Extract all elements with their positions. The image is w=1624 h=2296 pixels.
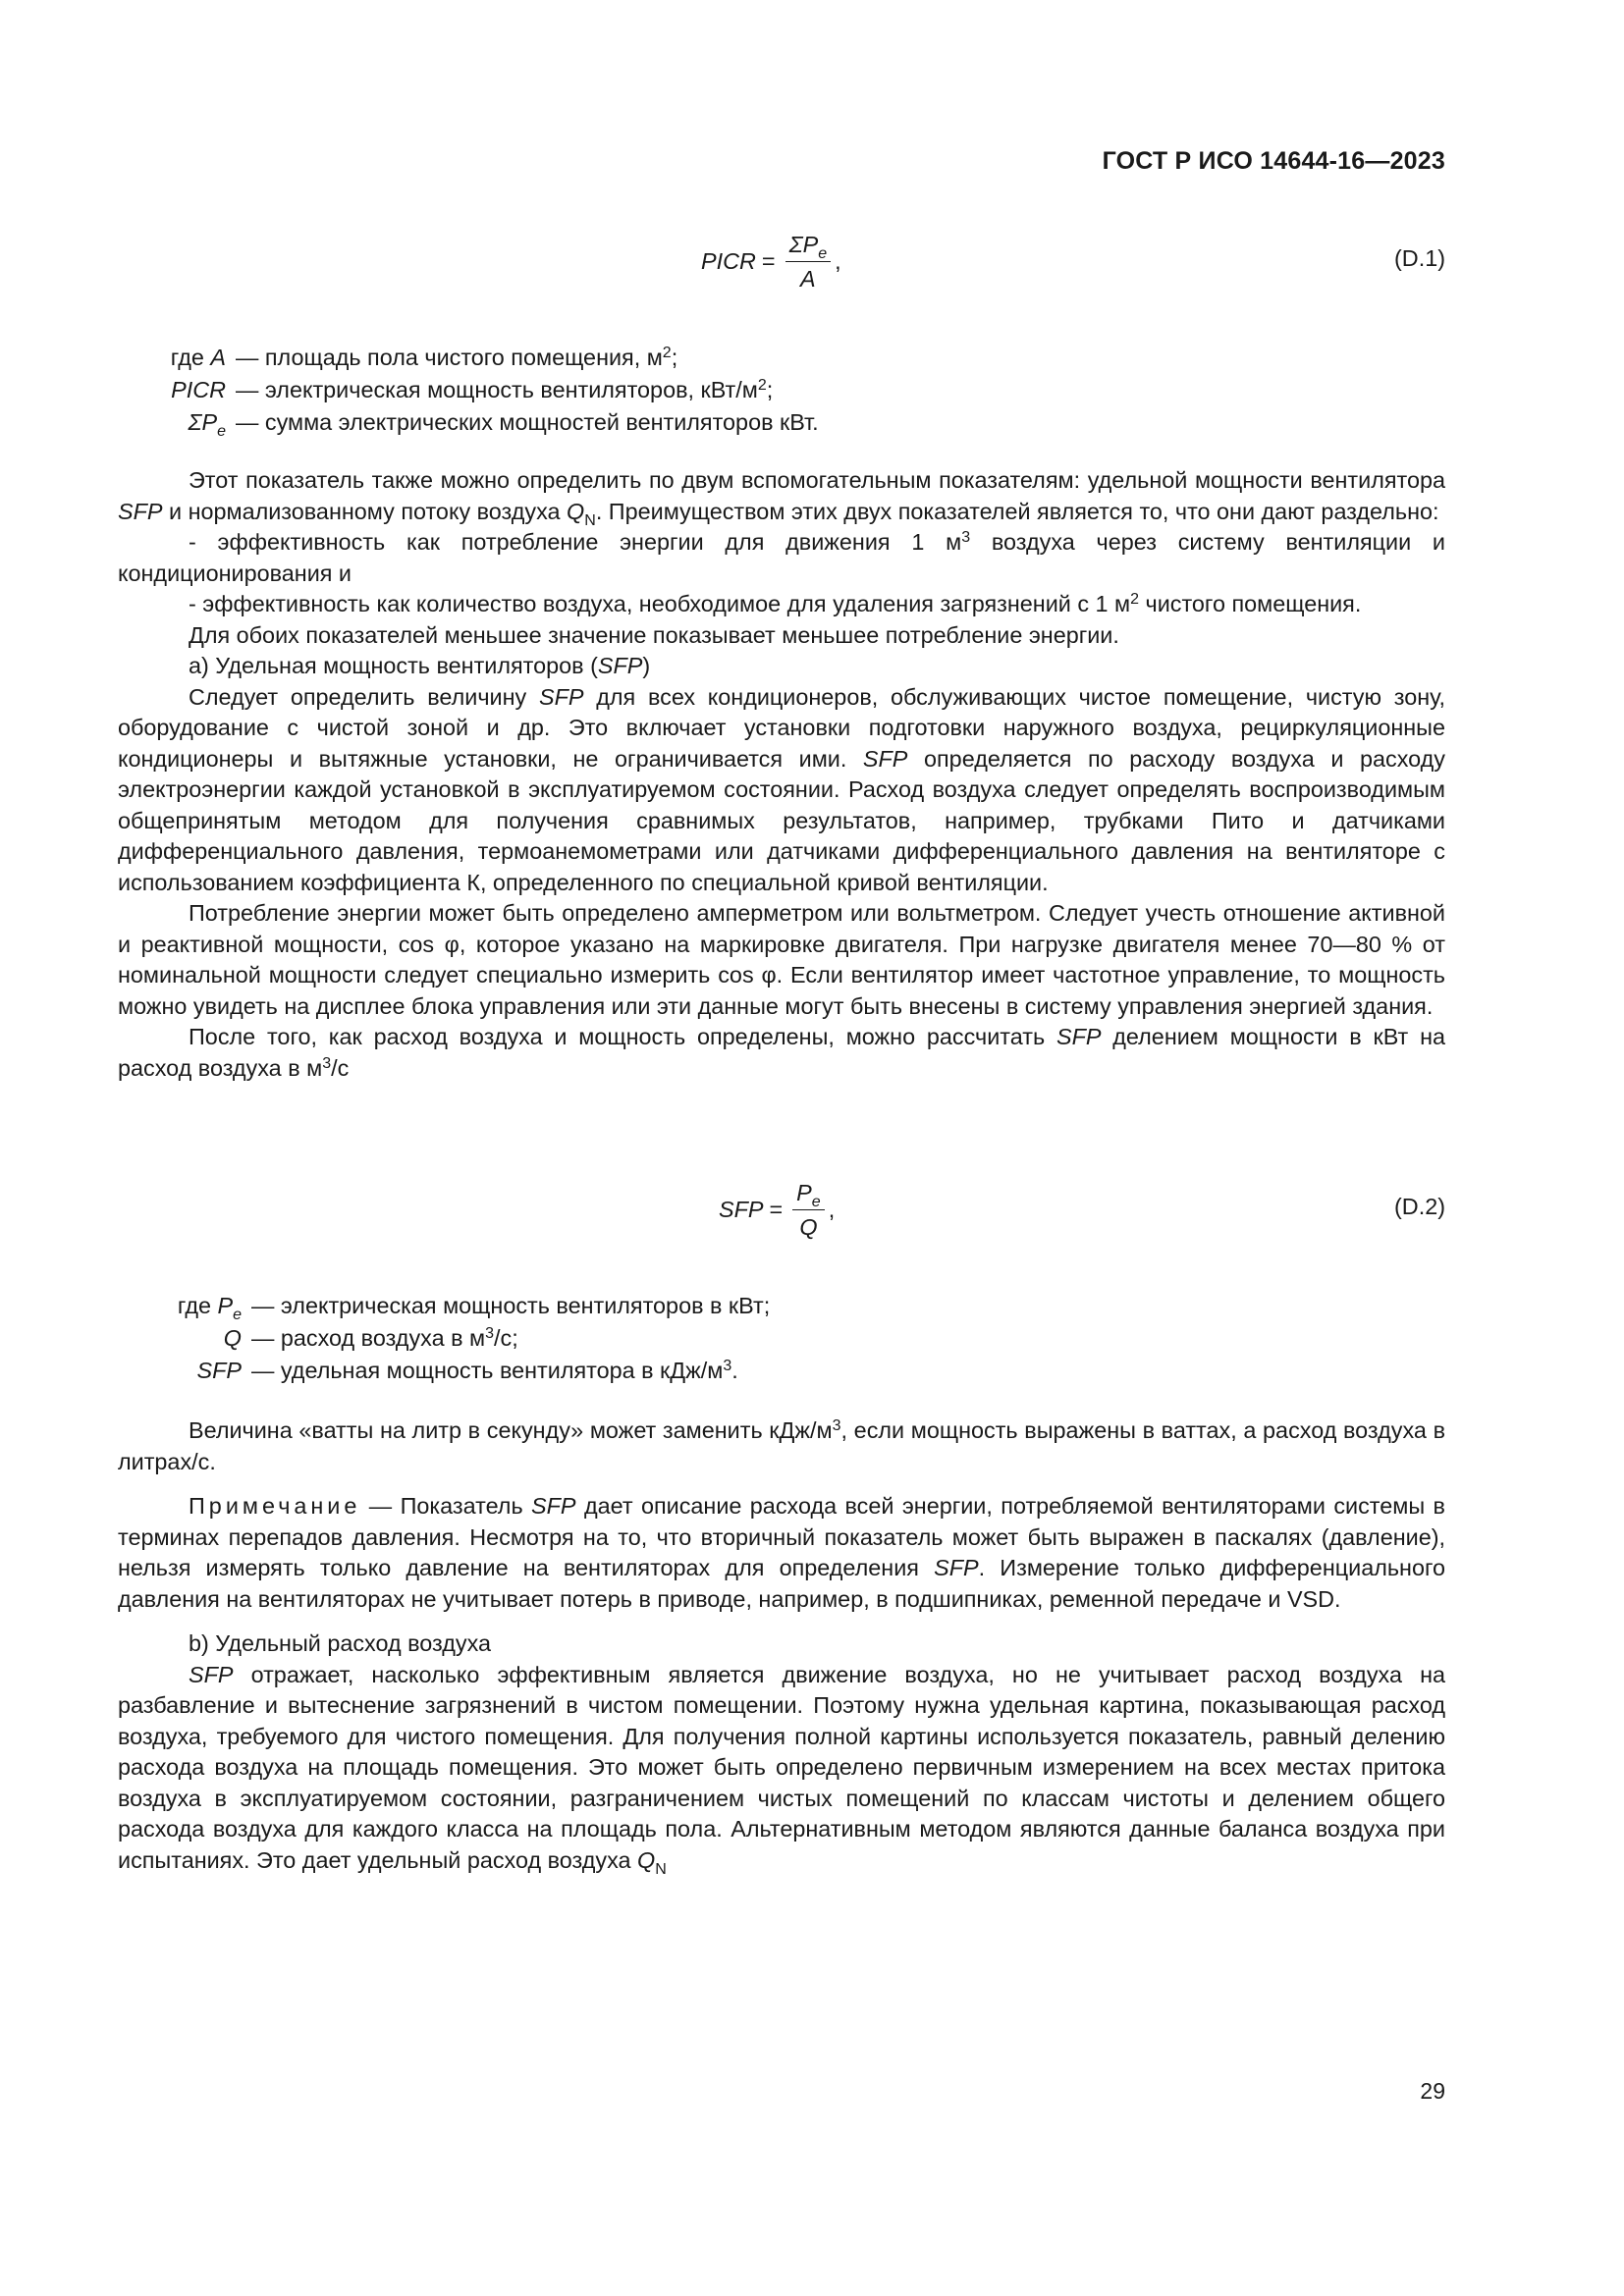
formula-d1-equals: = <box>761 247 776 274</box>
formula-d1-lhs: PICR <box>701 247 756 274</box>
legend-symbol: ΣP <box>188 409 218 435</box>
legend-symbol: Q <box>223 1325 242 1351</box>
paragraph: Следует определить величину SFP для всех кондиционеров, обслуживающих чистое помещение, чистую зону, оборудование с чистой зоной и др. Это включает установки подготовки наружного воздуха, рециркуляционные кондиционеры и вытяжные установки, не ограничивается ими. SFP определяется по расходу воздуха и расходу электроэнергии каждой установкой в эксплуатируемом состоянии. Расход воздуха следует определять воспроизводимым общепринятым методом для получения сравнимых результатов, например, трубками Пито и датчиками дифференциального давления, термоанемометрами или датчиками дифференциального давления на вентиляторе с использованием коэффициента К, определенного по специальной кривой вентиляции. <box>118 683 1445 895</box>
formula-d2-numerator: P <box>796 1179 812 1205</box>
page-header-standard-id: ГОСТ Р ИСО 14644-16—2023 <box>1102 147 1445 175</box>
paragraph: Этот показатель также можно определить по двум вспомогательным показателям: удельной мощности вентилятора SFP и нормализованному потоку воздуха $Q_N$. Преимуществом этих двух показателей является то, что они дают раздельно: <box>118 467 1445 529</box>
bullet-item: - эффективность как количество воздуха, необходимое для удаления загрязнений с 1 $м^2$ чистого помещения. <box>189 591 1362 616</box>
body-text-block-2 <box>118 1415 1445 1876</box>
formula-d2-number: (D.2) <box>1394 1194 1445 1219</box>
formula-d1: PICR = $\frac{\Sigma P_e}{A}$ , (D.1) <box>701 231 1445 292</box>
note-paragraph: Примечание — Показатель SFP дает описание расхода всей энергии, потребляемой вентиляторами системы в терминах перепадов давления. Несмотря на то, что вторичный показатель может быть выражен в паскалях (давление), нельзя измерять только давление на вентиляторах для определения SFP. Измерение только дифференциального давления на вентиляторах не учитывает потерь в приводе, например, в подшипниках, ременной передаче и VSD. <box>118 1493 1445 1612</box>
legend-row: Q — расход воздуха в $м^3/с$; <box>223 1325 518 1351</box>
body-text-block-1 <box>118 465 1445 1084</box>
legend-row: $\Sigma P_e$ — сумма электрических мощностей вентиляторов кВт. <box>188 409 819 440</box>
formula-d2-denominator: Q <box>799 1213 818 1240</box>
section-heading-a: a) Удельная мощность вентиляторов (SFP) <box>189 653 651 678</box>
section-heading-b: b) Удельный расход воздуха <box>189 1630 492 1656</box>
legend-row: где A — площадь пола чистого помещения, $м^2$; <box>170 345 678 370</box>
formula-d2-lhs: SFP <box>719 1196 764 1222</box>
legend-row: SFP — удельная мощность вентилятора в кДж/$м^3$. <box>196 1358 738 1383</box>
note-label: Примечание <box>189 1493 361 1519</box>
legend-row: PICR — электрическая мощность вентиляторов, кВт/$м^2$; <box>171 377 774 402</box>
formula-d1-numerator: ΣP <box>788 231 819 257</box>
paragraph: Для обоих показателей меньшее значение показывает меньшее потребление энергии. <box>189 621 1119 648</box>
paragraph: Величина «ватты на литр в секунду» может заменить кДж/$м^3$, если мощность выражены в ваттах, а расход воздуха в литрах/с. <box>118 1417 1446 1474</box>
formula-d2-fraction: $\frac{P_e}{Q}$ <box>792 1179 825 1241</box>
formula-d1-legend <box>118 342 819 439</box>
paragraph: После того, как расход воздуха и мощность определены, можно рассчитать SFP делением мощности в кВт на расход воздуха в $м^3/с$ <box>118 1024 1445 1081</box>
formula-d1-number: (D.1) <box>1394 245 1445 271</box>
formula-d1-denominator: A <box>800 265 816 292</box>
formula-d1-fraction: $\frac{\Sigma P_e}{A}$ <box>785 231 832 293</box>
formula-d2-legend <box>118 1290 770 1387</box>
page-number: 29 <box>1420 2078 1445 2104</box>
legend-row: где $P_e$ — электрическая мощность вентиляторов в кВт; <box>177 1293 771 1323</box>
formula-d2: SFP = $\frac{P_e}{Q}$ , (D.2) <box>719 1179 1445 1240</box>
legend-symbol: A <box>210 345 226 370</box>
legend-symbol: SFP <box>196 1358 242 1383</box>
paragraph: Потребление энергии может быть определено амперметром или вольтметром. Следует учесть отношение активной и реактивной мощности, cos φ, которое указано на маркировке двигателя. При нагрузке двигателя менее 70—80 % от номинальной мощности следует специально измерить cos φ. Если вентилятор имеет частотное управление, то мощность можно увидеть на дисплее блока управления или эти данные могут быть внесены в систему управления энергией здания. <box>118 900 1445 1019</box>
paragraph: SFP отражает, насколько эффективным является движение воздуха, но не учитывает расход воздуха на разбавление и вытеснение загрязнений в чистом помещении. Поэтому нужна удельная картина, показывающая расход воздуха, требуемого для чистого помещения. Для получения полной картины используется показатель, равный делению расхода воздуха на площадь помещения. Это может быть определено первичным измерением на всех местах притока воздуха в эксплуатируемом состоянии, разграничением чистых помещений по классам чистоты и делением общего расхода воздуха для каждого класса на площадь пола. Альтернативным методом являются данные баланса воздуха при испытаниях. Это дает удельный расход воздуха $Q_N$ <box>118 1661 1445 1878</box>
legend-symbol: PICR <box>171 377 226 402</box>
legend-symbol: P <box>217 1293 234 1318</box>
bullet-item: - эффективность как потребление энергии для движения 1 $м^3$ воздуха через систему вентиляции и кондиционирования и <box>118 529 1445 586</box>
formula-d2-equals: = <box>769 1196 784 1222</box>
